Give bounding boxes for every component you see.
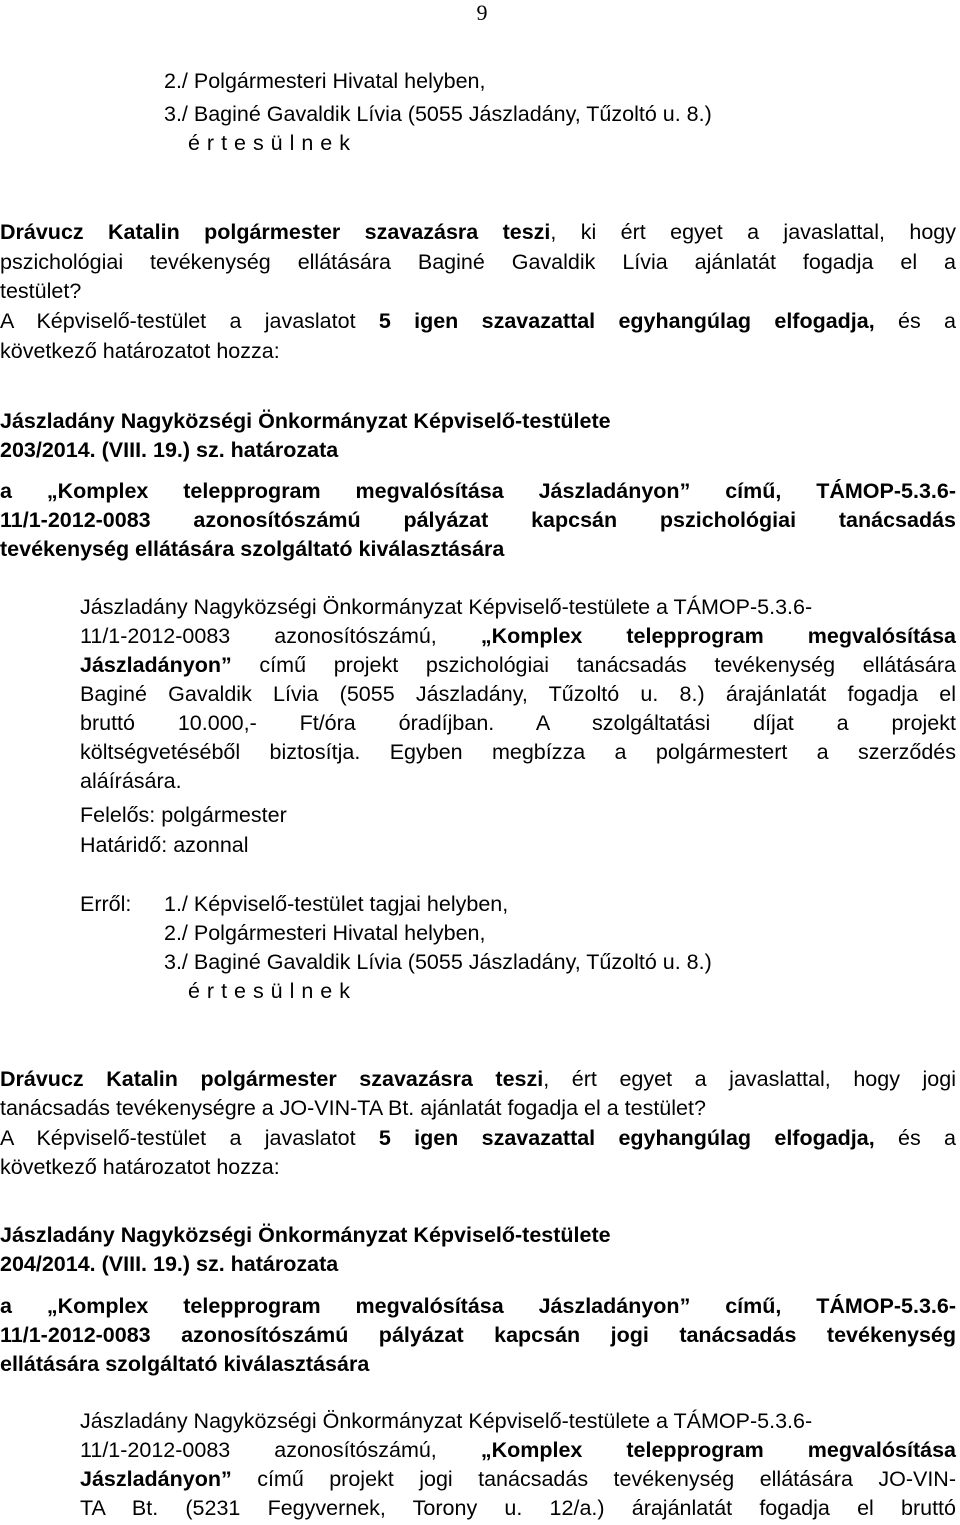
vote-result-text: A Képviselő-testület a javaslatot — [0, 1126, 379, 1150]
body-text: című projekt jogi tanácsadás tevékenység ellátására JO-VIN- — [231, 1467, 956, 1491]
recipient-line: 3./ Baginé Gavaldik Lívia (5055 Jászladány, Tűzoltó u. 8.) — [164, 950, 712, 974]
resolution-body-line: költségvetéséből biztosítja. Egyben megbízza a polgármestert a szerződés — [80, 740, 956, 764]
vote-paragraph-line: pszichológiai tevékenység ellátására Baginé Gavaldik Lívia ajánlatát fogadja el a — [0, 250, 956, 274]
responsible-line: Felelős: polgármester — [80, 803, 287, 827]
resolution-body-line — [80, 1437, 956, 1464]
project-title-bold: Jászladányon” — [80, 1467, 232, 1491]
project-title-bold: „Komplex telepprogram megvalósítása — [480, 1438, 956, 1462]
page-number: 9 — [476, 0, 488, 25]
resolution-title-line: tevékenység ellátására szolgáltató kiválasztására — [0, 537, 505, 561]
resolution-body-line — [80, 1466, 956, 1493]
resolution-title-line: a „Komplex telepprogram megvalósítása Jászladányon” című, TÁMOP-5.3.6- — [0, 479, 956, 503]
proposer-bold: Drávucz Katalin polgármester szavazásra teszi — [0, 1067, 544, 1091]
resolution-body-line: Jászladány Nagyközségi Önkormányzat Képviselő-testülete a TÁMOP-5.3.6- — [80, 1409, 813, 1433]
recipient-line: 3./ Baginé Gavaldik Lívia (5055 Jászladány, Tűzoltó u. 8.) — [164, 102, 712, 126]
project-title-bold: „Komplex telepprogram megvalósítása — [480, 624, 956, 648]
resolution-body-line: aláírására. — [80, 769, 182, 793]
recipient-line: 1./ Képviselő-testület tagjai helyben, — [164, 892, 509, 916]
resolution-body-line — [80, 652, 956, 679]
vote-text: , ért egyet a javaslattal, hogy jogi — [543, 1067, 956, 1091]
resolution-body-line: TA Bt. (5231 Fegyvernek, Torony u. 12/a.) árajánlatát fogadja el bruttó — [80, 1496, 956, 1520]
recipient-line: 2./ Polgármesteri Hivatal helyben, — [164, 69, 486, 93]
notified-label: é r t e s ü l n e k — [188, 131, 351, 155]
vote-result-text: A Képviselő-testület a javaslatot — [0, 309, 379, 333]
body-text: 11/1-2012-0083 azonosítószámú, — [80, 1438, 481, 1462]
body-text: című projekt pszichológiai tanácsadás tevékenység ellátására — [231, 653, 956, 677]
resolution-title-line: 11/1-2012-0083 azonosítószámú pályázat kapcsán pszichológiai tanácsadás — [0, 508, 956, 532]
recipient-line: 2./ Polgármesteri Hivatal helyben, — [164, 921, 486, 945]
vote-result-bold: 5 igen szavazattal egyhangúlag elfogadja, — [378, 1126, 875, 1150]
proposer-bold: Drávucz Katalin polgármester szavazásra teszi — [0, 220, 551, 244]
vote-result-bold: 5 igen szavazattal egyhangúlag elfogadja, — [378, 309, 875, 333]
resolution-issuer: Jászladány Nagyközségi Önkormányzat Képviselő-testülete — [0, 1223, 611, 1247]
vote-text: , ki ért egyet a javaslattal, hogy — [550, 220, 956, 244]
vote-paragraph-line: testület? — [0, 279, 82, 303]
vote-result-line — [0, 308, 956, 335]
notified-label: é r t e s ü l n e k — [188, 979, 351, 1003]
resolution-body-line: Jászladány Nagyközségi Önkormányzat Képviselő-testülete a TÁMOP-5.3.6- — [80, 595, 813, 619]
body-text: 11/1-2012-0083 azonosítószámú, — [80, 624, 481, 648]
resolution-body-line: bruttó 10.000,- Ft/óra óradíjban. A szolgáltatási díjat a projekt — [80, 711, 956, 735]
vote-paragraph-line — [0, 219, 956, 246]
vote-result-text: és a — [874, 309, 956, 333]
vote-result-line: következő határozatot hozza: — [0, 1155, 280, 1179]
resolution-body-line — [80, 623, 956, 650]
deadline-line: Határidő: azonnal — [80, 833, 249, 857]
resolution-title-line: a „Komplex telepprogram megvalósítása Jászladányon” című, TÁMOP-5.3.6- — [0, 1294, 956, 1318]
vote-result-text: és a — [874, 1126, 956, 1150]
vote-paragraph-line — [0, 1066, 956, 1093]
vote-paragraph-line: tanácsadás tevékenységre a JO-VIN-TA Bt. ajánlatát fogadja el a testület? — [0, 1096, 706, 1120]
resolution-body-line: Baginé Gavaldik Lívia (5055 Jászladány, Tűzoltó u. 8.) árajánlatát fogadja el — [80, 682, 956, 706]
vote-result-line — [0, 1125, 956, 1152]
resolution-title-line: ellátására szolgáltató kiválasztására — [0, 1352, 370, 1376]
resolution-title-line: 11/1-2012-0083 azonosítószámú pályázat kapcsán jogi tanácsadás tevékenység — [0, 1323, 956, 1347]
vote-result-line: következő határozatot hozza: — [0, 339, 280, 363]
resolution-number: 204/2014. (VIII. 19.) sz. határozata — [0, 1252, 339, 1276]
resolution-issuer: Jászladány Nagyközségi Önkormányzat Képviselő-testülete — [0, 409, 611, 433]
about-label: Erről: — [80, 892, 132, 916]
project-title-bold: Jászladányon” — [80, 653, 232, 677]
resolution-number: 203/2014. (VIII. 19.) sz. határozata — [0, 438, 339, 462]
